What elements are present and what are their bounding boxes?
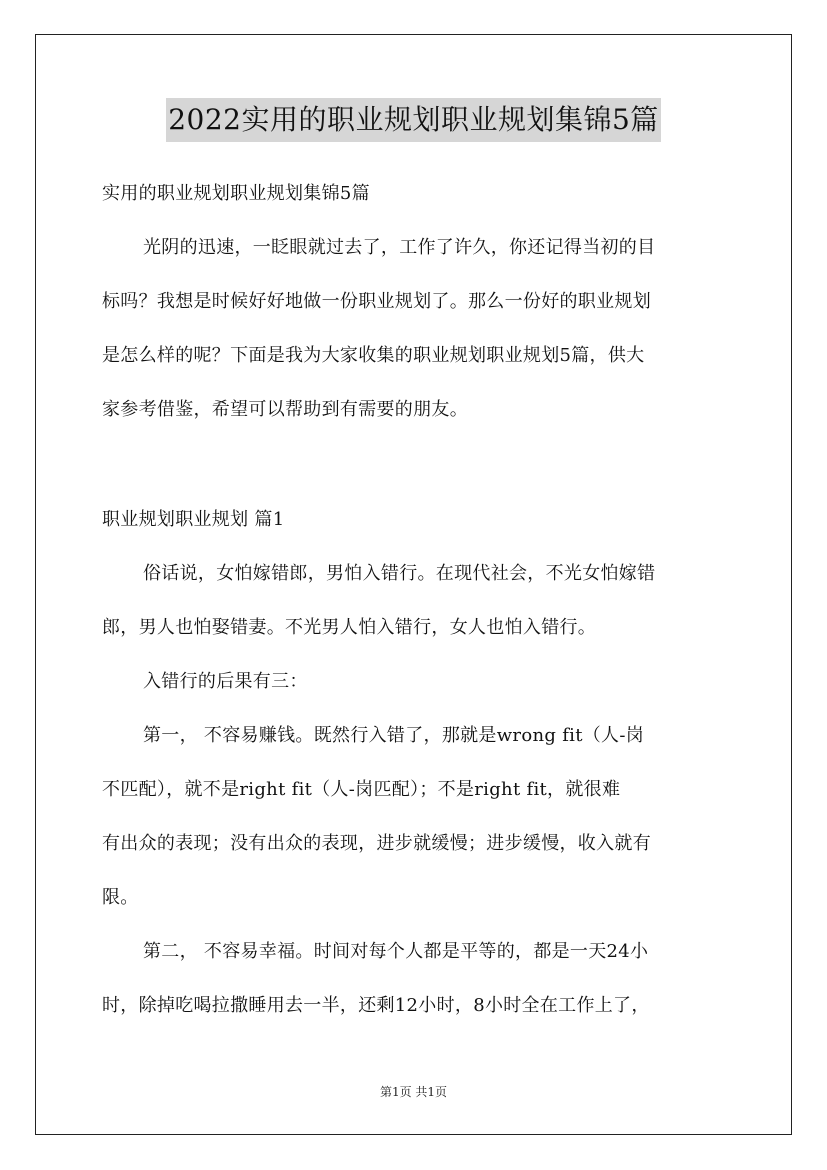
- paragraph-line: 郎，男人也怕娶错妻。不光男人怕入错行，女人也怕入错行。: [102, 617, 597, 638]
- section-heading: 职业规划职业规划 篇1: [102, 509, 285, 530]
- document-title: 2022实用的职业规划职业规划集锦5篇: [166, 98, 661, 142]
- paragraph-line: 光阴的迅速，一眨眼就过去了，工作了许久，你还记得当初的目: [143, 237, 656, 258]
- subtitle-line: 实用的职业规划职业规划集锦5篇: [102, 183, 370, 204]
- paragraph-line: 时，除掉吃喝拉撒睡用去一半，还剩12小时，8小时全在工作上了，: [102, 995, 650, 1016]
- paragraph-line: 标吗？我想是时候好好地做一份职业规划了。那么一份好的职业规划: [102, 291, 651, 312]
- paragraph-line: 家参考借鉴，希望可以帮助到有需要的朋友。: [102, 399, 468, 420]
- paragraph-line: 俗话说，女怕嫁错郎，男怕入错行。在现代社会，不光女怕嫁错: [143, 563, 656, 584]
- title-container: [0, 98, 827, 142]
- page-footer: 第1页 共1页: [379, 1085, 448, 1099]
- paragraph-line: 第二， 不容易幸福。时间对每个人都是平等的，都是一天24小: [143, 941, 649, 962]
- paragraph-line: 限。: [102, 887, 139, 908]
- paragraph-line: 不匹配），就不是right fit（人-岗匹配）；不是right fit，就很难: [102, 779, 621, 800]
- paragraph-line: 是怎么样的呢？下面是我为大家收集的职业规划职业规划5篇，供大: [102, 345, 645, 366]
- paragraph-line: 入错行的后果有三：: [143, 671, 308, 692]
- paragraph-line: 有出众的表现；没有出众的表现，进步就缓慢；进步缓慢，收入就有: [102, 833, 651, 854]
- paragraph-line: 第一， 不容易赚钱。既然行入错了，那就是wrong fit（人-岗: [143, 725, 645, 746]
